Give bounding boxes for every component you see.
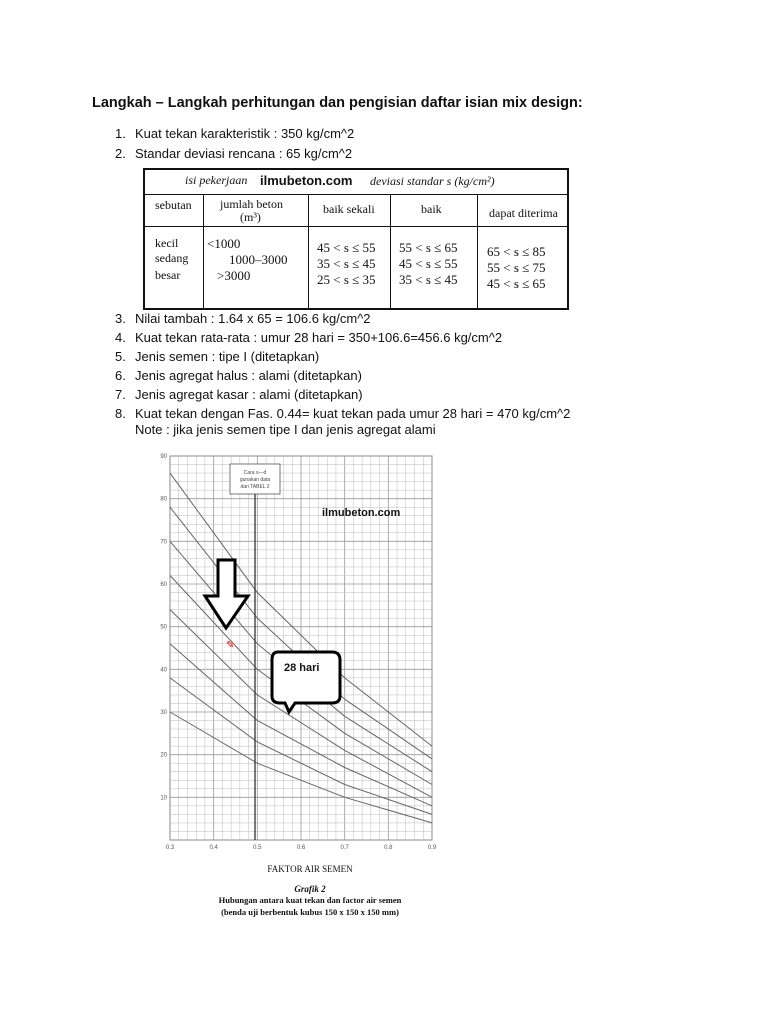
y-tick-label: 60	[160, 582, 167, 588]
list-item: 5. Jenis semen : tipe I (ditetapkan)	[115, 349, 320, 364]
chart-caption-title: Grafik 2	[294, 884, 326, 894]
red-mark-icon: ✎	[226, 640, 235, 651]
list-item: 8. Kuat tekan dengan Fas. 0.44= kuat tekan pada umur 28 hari = 470 kg/cm^2	[115, 406, 571, 421]
note-text: Note : jika jenis semen tipe I dan jenis agregat alami	[135, 422, 436, 437]
list-item: 3. Nilai tambah : 1.64 x 65 = 106.6 kg/cm^2	[115, 311, 371, 326]
x-tick-label: 0.8	[384, 845, 393, 851]
y-tick-label: 50	[160, 624, 167, 631]
x-axis-label: FAKTOR AIR SEMEN	[267, 864, 353, 874]
list-item: 1. Kuat tekan karakteristik : 350 kg/cm^2	[115, 126, 355, 141]
y-tick-label: 20	[160, 752, 167, 759]
y-tick-label: 30	[160, 710, 167, 716]
standard-deviation-table: isi pekerjaan ilmubeton.com deviasi standar s (kg/cm²) sebutan jumlah beton (m³) baik sekali baik dapat diterima kecil sedang besar <1000 1000–3000 >3000 45 < s ≤ 55 35 < s ≤ 45 25 < s ≤ 35 55 < s ≤ 65 45 < s ≤ 55 35 < s ≤ 45 65 < s ≤ 85 55 < s ≤ 75 45 < s ≤ 65	[143, 168, 569, 310]
list-item: 2. Standar deviasi rencana : 65 kg/cm^2	[115, 146, 353, 161]
x-tick-label: 0.7	[340, 845, 349, 851]
list-item: 4. Kuat tekan rata-rata : umur 28 hari = 350+106.6=456.6 kg/cm^2	[115, 330, 503, 345]
x-tick-label: 0.4	[209, 845, 218, 851]
steps-list-a	[115, 124, 354, 164]
x-axis-ticks	[166, 845, 437, 851]
bubble-label: 28 hari	[284, 662, 320, 674]
x-tick-label: 0.9	[427, 845, 437, 851]
x-tick-label: 0.6	[296, 845, 306, 851]
y-tick-label: 40	[160, 667, 167, 674]
watermark: ilmubeton.com	[260, 173, 353, 188]
chart-caption-line2: (benda uji berbentuk kubus 150 x 150 x 150 mm)	[221, 907, 399, 917]
y-tick-label: 90	[160, 454, 167, 460]
box-label-1: Cara s—d	[243, 470, 267, 476]
speech-bubble	[272, 652, 340, 712]
page-heading: Langkah – Langkah perhitungan dan pengisian daftar isian mix design:	[92, 95, 583, 111]
steps-list-b	[115, 309, 570, 423]
strength-vs-wc-chart	[152, 448, 437, 852]
y-tick-label: 80	[160, 496, 167, 503]
table-title-row: isi pekerjaan ilmubeton.com deviasi standar s (kg/cm²)	[145, 170, 567, 195]
list-item: 7. Jenis agregat kasar : alami (ditetapkan)	[115, 387, 363, 402]
list-item: 6. Jenis agregat halus : alami (ditetapkan)	[115, 368, 362, 383]
y-tick-label: 70	[160, 539, 167, 546]
y-axis-ticks	[160, 454, 167, 801]
x-tick-label: 0.3	[165, 845, 175, 851]
box-label-3: dari TABEL 2	[240, 484, 270, 490]
x-tick-label: 0.5	[253, 845, 262, 851]
chart-caption-line1: Hubungan antara kuat tekan dan factor air semen	[218, 895, 402, 905]
y-tick-label: 10	[160, 795, 167, 802]
box-label-2: gunakan data	[239, 477, 271, 483]
watermark: ilmubeton.com	[322, 507, 401, 519]
